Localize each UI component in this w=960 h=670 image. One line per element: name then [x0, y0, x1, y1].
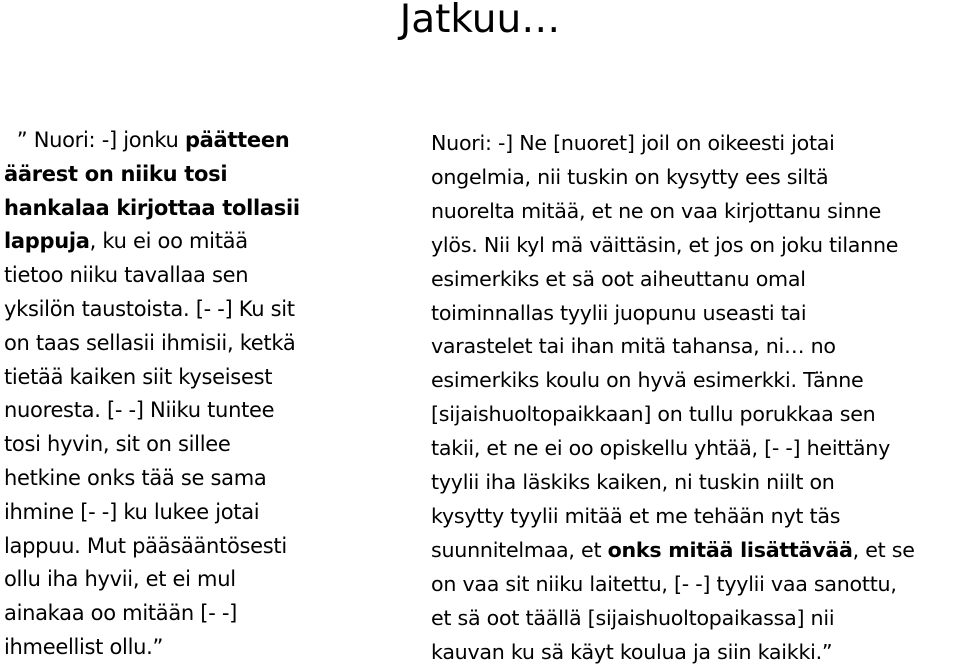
- quote-line: [4, 327, 332, 361]
- quote-text: ” Nuori: -] jonku: [4, 128, 185, 152]
- quote-text: nuoresta. [- -] Niiku tuntee: [4, 398, 275, 423]
- quote-text: ollu iha hyvii, et ei mul: [4, 567, 236, 592]
- quote-line: [4, 158, 332, 192]
- quote-text: toiminnallas tyylii juopunu useasti tai: [431, 300, 807, 325]
- quote-line: [4, 361, 332, 395]
- quote-text: tietää kaiken siit kyseisest: [4, 364, 273, 389]
- quote-text: kysytty tyylii mitää et me tehään nyt täs: [431, 503, 841, 528]
- quote-text: varastelet tai ihan mitä tahansa, ni… no: [431, 334, 836, 359]
- quote-text: ihmine [- -] ku lukee jotai: [4, 499, 260, 524]
- quote-line: [431, 568, 956, 602]
- quote-text: on taas sellasii ihmisii, ketkä: [4, 330, 296, 355]
- quote-line: [431, 398, 956, 432]
- quote-line: [431, 195, 956, 229]
- quote-text: suunnitelmaa, et: [431, 537, 608, 562]
- emphasized-text: onks mitää lisättävää: [607, 537, 853, 562]
- emphasized-text: lappuja: [4, 229, 90, 254]
- quote-line: [4, 124, 332, 158]
- quote-line: [431, 330, 956, 364]
- quote-text: tyylii iha läskiks kaiken, ni tuskin niilt on: [431, 470, 835, 495]
- quote-text: hetkine onks tää se sama: [4, 465, 267, 490]
- quote-text: ihmeellist ollu.”: [4, 634, 164, 659]
- quote-line: [4, 293, 332, 327]
- quote-line: [431, 500, 956, 534]
- quote-line: [431, 364, 956, 398]
- quote-text: yksilön taustoista. [- -] Ku sit: [4, 296, 295, 321]
- quote-line: [431, 602, 956, 636]
- quote-line: [4, 225, 332, 259]
- quote-line: [4, 192, 332, 226]
- emphasized-text: hankalaa kirjottaa tollasii: [4, 195, 300, 220]
- quote-line: [4, 530, 332, 564]
- left-quote: [4, 124, 332, 665]
- quote-text: , et se: [852, 537, 915, 562]
- right-quote: [431, 127, 956, 670]
- quote-line: [431, 161, 956, 195]
- quote-line: [4, 631, 332, 665]
- quote-line: [431, 229, 956, 263]
- slide-title: Jatkuu…: [399, 0, 561, 42]
- quote-line: [4, 259, 332, 293]
- quote-line: [431, 127, 956, 161]
- emphasized-text: päätteen: [184, 128, 290, 152]
- quote-text: ongelmia, nii tuskin on kysytty ees siltä: [431, 164, 829, 189]
- quote-text: tosi hyvin, sit on sillee: [4, 432, 231, 457]
- quote-text: lappuu. Mut pääsääntösesti: [4, 533, 287, 558]
- quote-line: [431, 263, 956, 297]
- quote-line: [4, 394, 332, 428]
- quote-text: esimerkiks et sä oot aiheuttanu omal: [431, 266, 806, 291]
- quote-text: ylös. Nii kyl mä väittäsin, et jos on joku tilanne: [431, 232, 899, 257]
- quote-text: Nuori: -] Ne [nuoret] joil on oikeesti jotai: [431, 131, 835, 155]
- quote-text: nuorelta mitää, et ne on vaa kirjottanu sinne: [431, 198, 882, 223]
- quote-text: et sä oot täällä [sijaishuoltopaikassa] nii: [431, 605, 835, 630]
- emphasized-text: äärest on niiku tosi: [4, 161, 228, 186]
- quote-line: [4, 428, 332, 462]
- quote-line: [431, 297, 956, 331]
- quote-line: [431, 432, 956, 466]
- quote-line: [431, 466, 956, 500]
- quote-text: , ku ei oo mitää: [89, 229, 248, 254]
- quote-line: [431, 636, 956, 670]
- quote-line: [4, 597, 332, 631]
- quote-text: on vaa sit niiku laitettu, [- -] tyylii vaa sanottu,: [431, 571, 897, 596]
- quote-text: [sijaishuoltopaikkaan] on tullu porukkaa sen: [431, 402, 876, 427]
- quote-line: [431, 534, 956, 568]
- quote-text: ainakaa oo mitään [- -]: [4, 601, 238, 626]
- quote-line: [4, 563, 332, 597]
- quote-line: [4, 462, 332, 496]
- quote-text: esimerkiks koulu on hyvä esimerkki. Tänne: [431, 368, 864, 393]
- quote-text: kauvan ku sä käyt koulua ja siin kaikki.”: [431, 639, 833, 664]
- quote-text: takii, et ne ei oo opiskellu yhtää, [- -] heittäny: [431, 436, 891, 461]
- quote-text: tietoo niiku tavallaa sen: [4, 263, 249, 288]
- quote-line: [4, 496, 332, 530]
